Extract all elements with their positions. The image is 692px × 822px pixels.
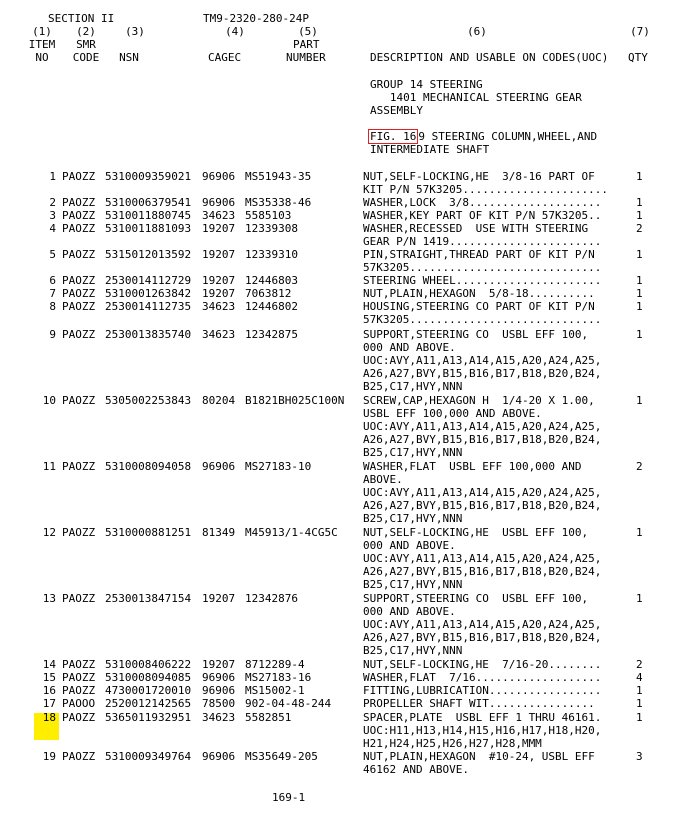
qty: 1 bbox=[636, 328, 643, 341]
item-number: 6 bbox=[49, 274, 56, 287]
figure-ref: FIG. 16 bbox=[370, 130, 417, 143]
nsn: 5310011880745 bbox=[105, 209, 192, 222]
item-number: 4 bbox=[49, 222, 56, 235]
cage-code: 34623 bbox=[202, 300, 236, 313]
description-line: FITTING,LUBRICATION................. bbox=[363, 684, 602, 697]
qty: 2 bbox=[636, 658, 643, 671]
part-number: 12446803 bbox=[245, 274, 298, 287]
description-line: 57K3205............................. bbox=[363, 261, 602, 274]
item-number: 16 bbox=[42, 684, 56, 697]
part-number: 12339308 bbox=[245, 222, 298, 235]
qty: 1 bbox=[636, 209, 643, 222]
smr-code: PAOZZ bbox=[62, 300, 96, 313]
description-line: A26,A27,BVY,B15,B16,B17,B18,B20,B24, bbox=[363, 565, 602, 578]
part-number: 12342876 bbox=[245, 592, 298, 605]
part-number: MS35338-46 bbox=[245, 196, 312, 209]
description-line: UOC:AVY,A11,A13,A14,A15,A20,A24,A25, bbox=[363, 618, 602, 631]
col5-number-label: NUMBER bbox=[286, 51, 326, 64]
smr-code: PAOZZ bbox=[62, 196, 96, 209]
description-line: B25,C17,HVY,NNN bbox=[363, 644, 463, 657]
col3-number: (3) bbox=[125, 25, 145, 38]
nsn: 2530014112729 bbox=[105, 274, 192, 287]
tm-number: TM9-2320-280-24P bbox=[203, 12, 309, 25]
item-number: 12 bbox=[42, 526, 56, 539]
part-number: 12446802 bbox=[245, 300, 298, 313]
cage-code: 96906 bbox=[202, 684, 236, 697]
smr-code: PAOZZ bbox=[62, 209, 96, 222]
smr-code: PAOOO bbox=[62, 697, 96, 710]
description-line: PIN,STRAIGHT,THREAD PART OF KIT P/N bbox=[363, 248, 595, 261]
description-line: NUT,SELF-LOCKING,HE 3/8-16 PART OF bbox=[363, 170, 595, 183]
item-number: 8 bbox=[49, 300, 56, 313]
part-number: MS51943-35 bbox=[245, 170, 312, 183]
nsn: 5310006379541 bbox=[105, 196, 192, 209]
nsn: 5310001263842 bbox=[105, 287, 192, 300]
page-number: 169-1 bbox=[272, 791, 306, 804]
smr-code: PAOZZ bbox=[62, 274, 96, 287]
group-title: GROUP 14 STEERING bbox=[370, 78, 483, 91]
cage-code: 80204 bbox=[202, 394, 236, 407]
part-number: 8712289-4 bbox=[245, 658, 305, 671]
nsn: 5305002253843 bbox=[105, 394, 192, 407]
description-line: UOC:AVY,A11,A13,A14,A15,A20,A24,A25, bbox=[363, 420, 602, 433]
col6-number: (6) bbox=[467, 25, 487, 38]
col5-part: PART bbox=[293, 38, 320, 51]
item-number: 17 bbox=[42, 697, 56, 710]
description-line: UOC:AVY,A11,A13,A14,A15,A20,A24,A25, bbox=[363, 552, 602, 565]
description-line: SUPPORT,STEERING CO USBL EFF 100, bbox=[363, 328, 589, 341]
description-line: WASHER,LOCK 3/8.................... bbox=[363, 196, 602, 209]
nsn: 5310000881251 bbox=[105, 526, 192, 539]
item-number: 14 bbox=[42, 658, 56, 671]
item-number: 2 bbox=[49, 196, 56, 209]
part-number: MS35649-205 bbox=[245, 750, 318, 763]
item-number: 9 bbox=[49, 328, 56, 341]
item-number: 10 bbox=[42, 394, 56, 407]
part-number: 12342875 bbox=[245, 328, 298, 341]
description-line: STEERING WHEEL...................... bbox=[363, 274, 602, 287]
nsn: 5310008406222 bbox=[105, 658, 192, 671]
cage-code: 19207 bbox=[202, 658, 236, 671]
nsn: 2530013835740 bbox=[105, 328, 192, 341]
qty: 1 bbox=[636, 287, 643, 300]
smr-code: PAOZZ bbox=[62, 684, 96, 697]
description-line: HOUSING,STEERING CO PART OF KIT P/N bbox=[363, 300, 595, 313]
nsn: 5310009349764 bbox=[105, 750, 192, 763]
description-line: B25,C17,HVY,NNN bbox=[363, 380, 463, 393]
col1-item: ITEM bbox=[28, 38, 56, 51]
part-number: 5585103 bbox=[245, 209, 292, 222]
part-number: M45913/1-4CG5C bbox=[245, 526, 338, 539]
qty: 1 bbox=[636, 697, 643, 710]
description-line: NUT,PLAIN,HEXAGON #10-24, USBL EFF bbox=[363, 750, 595, 763]
figure-subtitle: INTERMEDIATE SHAFT bbox=[370, 143, 490, 156]
col3-nsn: NSN bbox=[119, 51, 139, 64]
description-line: UOC:AVY,A11,A13,A14,A15,A20,A24,A25, bbox=[363, 354, 602, 367]
description-line: NUT,PLAIN,HEXAGON 5/8-18.......... bbox=[363, 287, 595, 300]
cage-code: 19207 bbox=[202, 274, 236, 287]
qty: 3 bbox=[636, 750, 643, 763]
smr-code: PAOZZ bbox=[62, 394, 96, 407]
figure-title-rest: 9 STEERING COLUMN,WHEEL,AND bbox=[418, 130, 598, 143]
smr-code: PAOZZ bbox=[62, 170, 96, 183]
cage-code: 19207 bbox=[202, 222, 236, 235]
col2-number: (2) bbox=[76, 25, 96, 38]
nsn: 5365011932951 bbox=[105, 711, 192, 724]
smr-code: PAOZZ bbox=[62, 711, 96, 724]
cage-code: 34623 bbox=[202, 209, 236, 222]
description-line: A26,A27,BVY,B15,B16,B17,B18,B20,B24, bbox=[363, 499, 602, 512]
cage-code: 19207 bbox=[202, 248, 236, 261]
nsn: 5310011881093 bbox=[105, 222, 192, 235]
smr-code: PAOZZ bbox=[62, 750, 96, 763]
description-line: ABOVE. bbox=[363, 473, 403, 486]
col7-number: (7) bbox=[630, 25, 650, 38]
col4-number: (4) bbox=[225, 25, 245, 38]
figure-title bbox=[370, 130, 597, 143]
cage-code: 34623 bbox=[202, 711, 236, 724]
part-number: MS27183-16 bbox=[245, 671, 312, 684]
item-number: 18 bbox=[42, 711, 56, 724]
qty: 2 bbox=[636, 460, 643, 473]
col7-qty: QTY bbox=[628, 51, 648, 64]
cage-code: 96906 bbox=[202, 750, 236, 763]
description-line: 000 AND ABOVE. bbox=[363, 605, 456, 618]
qty: 1 bbox=[636, 300, 643, 313]
part-number: 12339310 bbox=[245, 248, 298, 261]
nsn: 2530013847154 bbox=[105, 592, 192, 605]
nsn: 5310008094058 bbox=[105, 460, 192, 473]
description-line: H21,H24,H25,H26,H27,H28,MMM bbox=[363, 737, 542, 750]
description-line: NUT,SELF-LOCKING,HE USBL EFF 100, bbox=[363, 526, 589, 539]
description-line: KIT P/N 57K3205...................... bbox=[363, 183, 609, 196]
item-number: 19 bbox=[42, 750, 56, 763]
nsn: 5315012013592 bbox=[105, 248, 192, 261]
qty: 1 bbox=[636, 592, 643, 605]
qty: 1 bbox=[636, 170, 643, 183]
cage-code: 19207 bbox=[202, 592, 236, 605]
smr-code: PAOZZ bbox=[62, 248, 96, 261]
group-subtitle: 1401 MECHANICAL STEERING GEAR bbox=[370, 91, 582, 104]
description-line: A26,A27,BVY,B15,B16,B17,B18,B20,B24, bbox=[363, 367, 602, 380]
qty: 1 bbox=[636, 684, 643, 697]
item-number: 13 bbox=[42, 592, 56, 605]
qty: 1 bbox=[636, 274, 643, 287]
nsn: 5310009359021 bbox=[105, 170, 192, 183]
smr-code: PAOZZ bbox=[62, 460, 96, 473]
description-line: B25,C17,HVY,NNN bbox=[363, 512, 463, 525]
item-number: 5 bbox=[49, 248, 56, 261]
col6-description: DESCRIPTION AND USABLE ON CODES(UOC) bbox=[370, 51, 609, 64]
qty: 1 bbox=[636, 526, 643, 539]
description-line: WASHER,FLAT 7/16................... bbox=[363, 671, 602, 684]
part-number: 902-04-48-244 bbox=[245, 697, 332, 710]
cage-code: 19207 bbox=[202, 287, 236, 300]
description-line: B25,C17,HVY,NNN bbox=[363, 578, 463, 591]
description-line: 57K3205............................. bbox=[363, 313, 602, 326]
cage-code: 96906 bbox=[202, 196, 236, 209]
description-line: 000 AND ABOVE. bbox=[363, 539, 456, 552]
description-line: GEAR P/N 1419....................... bbox=[363, 235, 602, 248]
description-line: SUPPORT,STEERING CO USBL EFF 100, bbox=[363, 592, 589, 605]
description-line: SPACER,PLATE USBL EFF 1 THRU 46161. bbox=[363, 711, 602, 724]
description-line: UOC:H11,H13,H14,H15,H16,H17,H18,H20, bbox=[363, 724, 602, 737]
section-label: SECTION II bbox=[48, 12, 115, 25]
description-line: PROPELLER SHAFT WIT................ bbox=[363, 697, 595, 710]
description-line: NUT,SELF-LOCKING,HE 7/16-20........ bbox=[363, 658, 602, 671]
qty: 1 bbox=[636, 248, 643, 261]
col2-code: CODE bbox=[72, 51, 100, 64]
description-line: WASHER,FLAT USBL EFF 100,000 AND bbox=[363, 460, 582, 473]
description-line: A26,A27,BVY,B15,B16,B17,B18,B20,B24, bbox=[363, 631, 602, 644]
item-number: 3 bbox=[49, 209, 56, 222]
nsn: 2530014112735 bbox=[105, 300, 192, 313]
cage-code: 96906 bbox=[202, 671, 236, 684]
part-number: 7063812 bbox=[245, 287, 292, 300]
smr-code: PAOZZ bbox=[62, 658, 96, 671]
smr-code: PAOZZ bbox=[62, 328, 96, 341]
group-assembly: ASSEMBLY bbox=[370, 104, 423, 117]
smr-code: PAOZZ bbox=[62, 222, 96, 235]
qty: 4 bbox=[636, 671, 643, 684]
cage-code: 34623 bbox=[202, 328, 236, 341]
col5-number: (5) bbox=[298, 25, 318, 38]
part-number: MS27183-10 bbox=[245, 460, 312, 473]
cage-code: 78500 bbox=[202, 697, 236, 710]
item-number: 15 bbox=[42, 671, 56, 684]
description-line: WASHER,KEY PART OF KIT P/N 57K3205.. bbox=[363, 209, 602, 222]
smr-code: PAOZZ bbox=[62, 592, 96, 605]
part-number: B1821BH025C100N bbox=[245, 394, 345, 407]
cage-code: 96906 bbox=[202, 170, 236, 183]
smr-code: PAOZZ bbox=[62, 526, 96, 539]
item-number: 11 bbox=[42, 460, 56, 473]
description-line: SCREW,CAP,HEXAGON H 1/4-20 X 1.00, bbox=[363, 394, 595, 407]
item-number: 7 bbox=[49, 287, 56, 300]
cage-code: 81349 bbox=[202, 526, 236, 539]
description-line: USBL EFF 100,000 AND ABOVE. bbox=[363, 407, 542, 420]
qty: 1 bbox=[636, 711, 643, 724]
col1-no: NO bbox=[35, 51, 49, 64]
description-line: B25,C17,HVY,NNN bbox=[363, 446, 463, 459]
nsn: 4730001720010 bbox=[105, 684, 192, 697]
nsn: 5310008094085 bbox=[105, 671, 192, 684]
item-number: 1 bbox=[49, 170, 56, 183]
part-number: 5582851 bbox=[245, 711, 292, 724]
nsn: 2520012142565 bbox=[105, 697, 192, 710]
qty: 1 bbox=[636, 196, 643, 209]
qty: 1 bbox=[636, 394, 643, 407]
description-line: UOC:AVY,A11,A13,A14,A15,A20,A24,A25, bbox=[363, 486, 602, 499]
description-line: A26,A27,BVY,B15,B16,B17,B18,B20,B24, bbox=[363, 433, 602, 446]
col1-number: (1) bbox=[32, 25, 52, 38]
qty: 2 bbox=[636, 222, 643, 235]
smr-code: PAOZZ bbox=[62, 671, 96, 684]
description-line: WASHER,RECESSED USE WITH STEERING bbox=[363, 222, 589, 235]
part-number: MS15002-1 bbox=[245, 684, 305, 697]
col2-smr: SMR bbox=[76, 38, 96, 51]
cage-code: 96906 bbox=[202, 460, 236, 473]
description-line: 46162 AND ABOVE. bbox=[363, 763, 469, 776]
col4-cagec: CAGEC bbox=[208, 51, 242, 64]
description-line: 000 AND ABOVE. bbox=[363, 341, 456, 354]
smr-code: PAOZZ bbox=[62, 287, 96, 300]
